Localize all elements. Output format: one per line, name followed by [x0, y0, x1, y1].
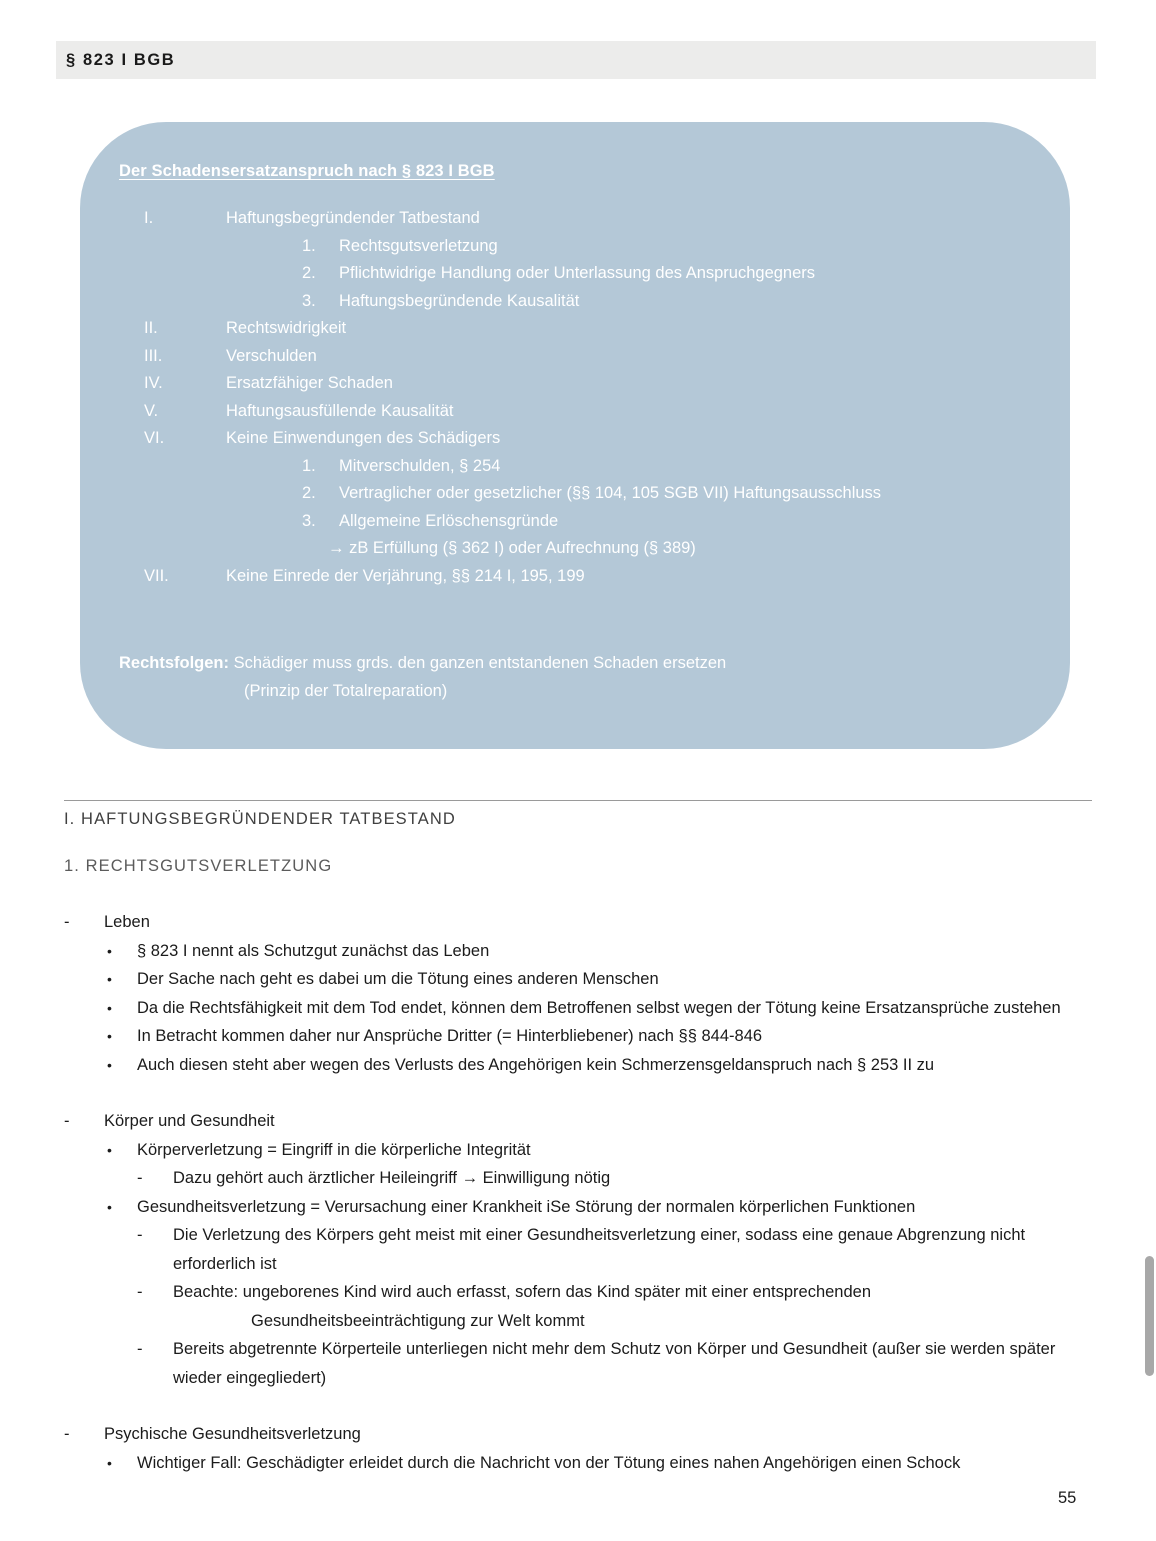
scheme-list [119, 205, 1049, 590]
list-item [0, 1136, 1100, 1165]
scheme-item-label: Haftungsausfüllende Kausalität [226, 401, 454, 420]
scheme-item-number: 3. [302, 291, 316, 310]
scheme-item-number: III. [144, 346, 163, 365]
scheme-item-label: Ersatzfähiger Schaden [226, 374, 393, 392]
scheme-item-number: VII. [144, 566, 169, 585]
scheme-item-number: IV. [144, 374, 163, 392]
scheme-item-label: Mitverschulden, § 254 [339, 456, 501, 475]
bullet-marker: • [107, 1198, 112, 1215]
scheme-item [119, 343, 1049, 371]
body-outline [0, 908, 1100, 1477]
dash-marker: - [137, 1283, 143, 1301]
scheme-item [119, 480, 1049, 508]
scheme-item-label: Vertraglicher oder gesetzlicher (§§ 104, 105 SGB VII) Haftungsausschluss [339, 484, 882, 502]
scheme-item-number: 2. [302, 484, 316, 502]
list-item-text: Da die Rechtsfähigkeit mit dem Tod endet, können dem Betroffenen selbst wegen der Tötung keine Ersatzansprüche zustehen [137, 998, 1061, 1017]
list-item [0, 1278, 1100, 1335]
scrollbar-thumb[interactable] [1145, 1256, 1154, 1376]
bullet-marker: • [107, 1454, 112, 1471]
scheme-consequence-label: Rechtsfolgen: [119, 654, 230, 672]
scheme-title: Der Schadensersatzanspruch nach § 823 I BGB [119, 162, 495, 180]
list-item [0, 994, 1100, 1023]
page-title: § 823 I BGB [66, 50, 176, 69]
scheme-item-label: → zB Erfüllung (§ 362 I) oder Aufrechnung (§ 389) [328, 539, 696, 557]
list-item-text: Körperverletzung = Eingriff in die körperliche Integrität [137, 1140, 531, 1159]
list-item-text [173, 1278, 1100, 1335]
scheme-box [80, 122, 1070, 749]
list-item-text: Der Sache nach geht es dabei um die Tötung eines anderen Menschen [137, 970, 659, 988]
scheme-consequence-subtext: (Prinzip der Totalreparation) [244, 681, 448, 700]
bullet-marker: • [107, 942, 112, 959]
scheme-item-label: Allgemeine Erlöschensgründe [339, 511, 559, 530]
dash-marker: - [64, 1425, 70, 1443]
page-number: 55 [1058, 1489, 1077, 1507]
scheme-item [119, 398, 1049, 426]
list-item [0, 1051, 1100, 1080]
dash-marker: - [137, 1340, 143, 1358]
list-item [0, 1022, 1100, 1051]
dash-marker: - [64, 913, 70, 931]
list-item-text-line2: Gesundheitsbeeinträchtigung zur Welt kommt [251, 1311, 585, 1330]
scheme-item [119, 233, 1049, 261]
scheme-item-number: 3. [302, 511, 316, 530]
list-item [0, 937, 1100, 966]
list-item-text: Bereits abgetrennte Körperteile unterliegen nicht mehr dem Schutz von Körper und Gesundheit (außer sie werden später wieder eingegliedert) [173, 1340, 1056, 1387]
bullet-marker: • [107, 1056, 112, 1073]
scheme-item-label: Keine Einrede der Verjährung, §§ 214 I, 195, 199 [226, 566, 585, 585]
section-heading-secondary: 1. RECHTSGUTSVERLETZUNG [64, 857, 333, 875]
outline-item-label: Psychische Gesundheitsverletzung [104, 1425, 361, 1443]
scheme-item-label: Pflichtwidrige Handlung oder Unterlassung des Anspruchgegners [339, 264, 816, 282]
scheme-consequence [119, 650, 1039, 705]
outline-item-koerper [0, 1107, 1100, 1136]
bullet-marker: • [107, 999, 112, 1016]
scheme-item [119, 425, 1049, 453]
section-heading-primary: I. HAFTUNGSBEGRÜNDENDER TATBESTAND [64, 810, 456, 828]
document-header-bar [56, 41, 1096, 79]
list-item-text: Dazu gehört auch ärztlicher Heileingriff → Einwilligung nötig [173, 1169, 611, 1187]
dash-marker: - [137, 1226, 143, 1244]
scheme-item-label: Haftungsbegründende Kausalität [339, 291, 580, 310]
spacer [0, 1079, 1100, 1107]
scheme-item [119, 260, 1049, 288]
spacer [0, 1392, 1100, 1420]
scheme-item-number: VI. [144, 429, 165, 447]
list-item [0, 965, 1100, 994]
scheme-item [119, 205, 1049, 233]
dash-marker: - [64, 1112, 70, 1130]
list-item [0, 1449, 1100, 1478]
outline-item-label: Körper und Gesundheit [104, 1112, 275, 1130]
scheme-item-number: 2. [302, 264, 316, 282]
list-item-text: Gesundheitsverletzung = Verursachung einer Krankheit iSe Störung der normalen körperlichen Funktionen [137, 1197, 916, 1216]
list-item-text-line1: Beachte: ungeborenes Kind wird auch erfasst, sofern das Kind später mit einer entsprechenden [173, 1283, 872, 1301]
scheme-item [119, 563, 1049, 591]
list-item-text: Die Verletzung des Körpers geht meist mit einer Gesundheitsverletzung einer, sodass eine genaue Abgrenzung nicht erforderlich ist [173, 1226, 1026, 1273]
scheme-item-arrow [119, 535, 1049, 563]
scheme-item [119, 370, 1049, 398]
scheme-item-number: I. [144, 209, 154, 227]
scheme-item-label: Rechtswidrigkeit [226, 319, 347, 337]
scheme-item-number: V. [144, 401, 159, 420]
scheme-item [119, 453, 1049, 481]
list-item [0, 1193, 1100, 1222]
list-item [0, 1335, 1100, 1392]
outline-item-psychische [0, 1420, 1100, 1449]
scrollbar-track[interactable] [1142, 0, 1156, 1541]
bullet-marker: • [107, 1028, 112, 1044]
scheme-item-number: 1. [302, 456, 316, 475]
scheme-item-label: Keine Einwendungen des Schädigers [226, 429, 501, 447]
scheme-item-label: Haftungsbegründender Tatbestand [226, 209, 480, 227]
list-item-text: Auch diesen steht aber wegen des Verlusts des Angehörigen kein Schmerzensgeldanspruch nach § 253 II zu [137, 1055, 935, 1074]
bullet-marker: • [107, 1141, 112, 1158]
outline-item-leben [0, 908, 1100, 937]
list-item-text: § 823 I nennt als Schutzgut zunächst das Leben [137, 941, 490, 960]
section-divider [64, 800, 1092, 801]
scheme-consequence-text: Schädiger muss grds. den ganzen entstandenen Schaden ersetzen [229, 654, 727, 672]
scheme-item [119, 508, 1049, 536]
scheme-item-number: II. [144, 319, 158, 337]
list-item [0, 1164, 1100, 1193]
scheme-item-label: Rechtsgutsverletzung [339, 236, 498, 255]
scheme-item [119, 288, 1049, 316]
dash-marker: - [137, 1169, 143, 1187]
bullet-marker: • [107, 971, 112, 987]
scheme-item-label: Verschulden [226, 346, 317, 365]
list-item [0, 1221, 1100, 1278]
scheme-item [119, 315, 1049, 343]
outline-item-label: Leben [104, 913, 150, 931]
list-item-text: In Betracht kommen daher nur Ansprüche Dritter (= Hinterbliebener) nach §§ 844-846 [137, 1027, 763, 1045]
scheme-item-number: 1. [302, 236, 316, 255]
list-item-text: Wichtiger Fall: Geschädigter erleidet durch die Nachricht von der Tötung eines nahen Angehörigen einen Schock [137, 1453, 961, 1472]
